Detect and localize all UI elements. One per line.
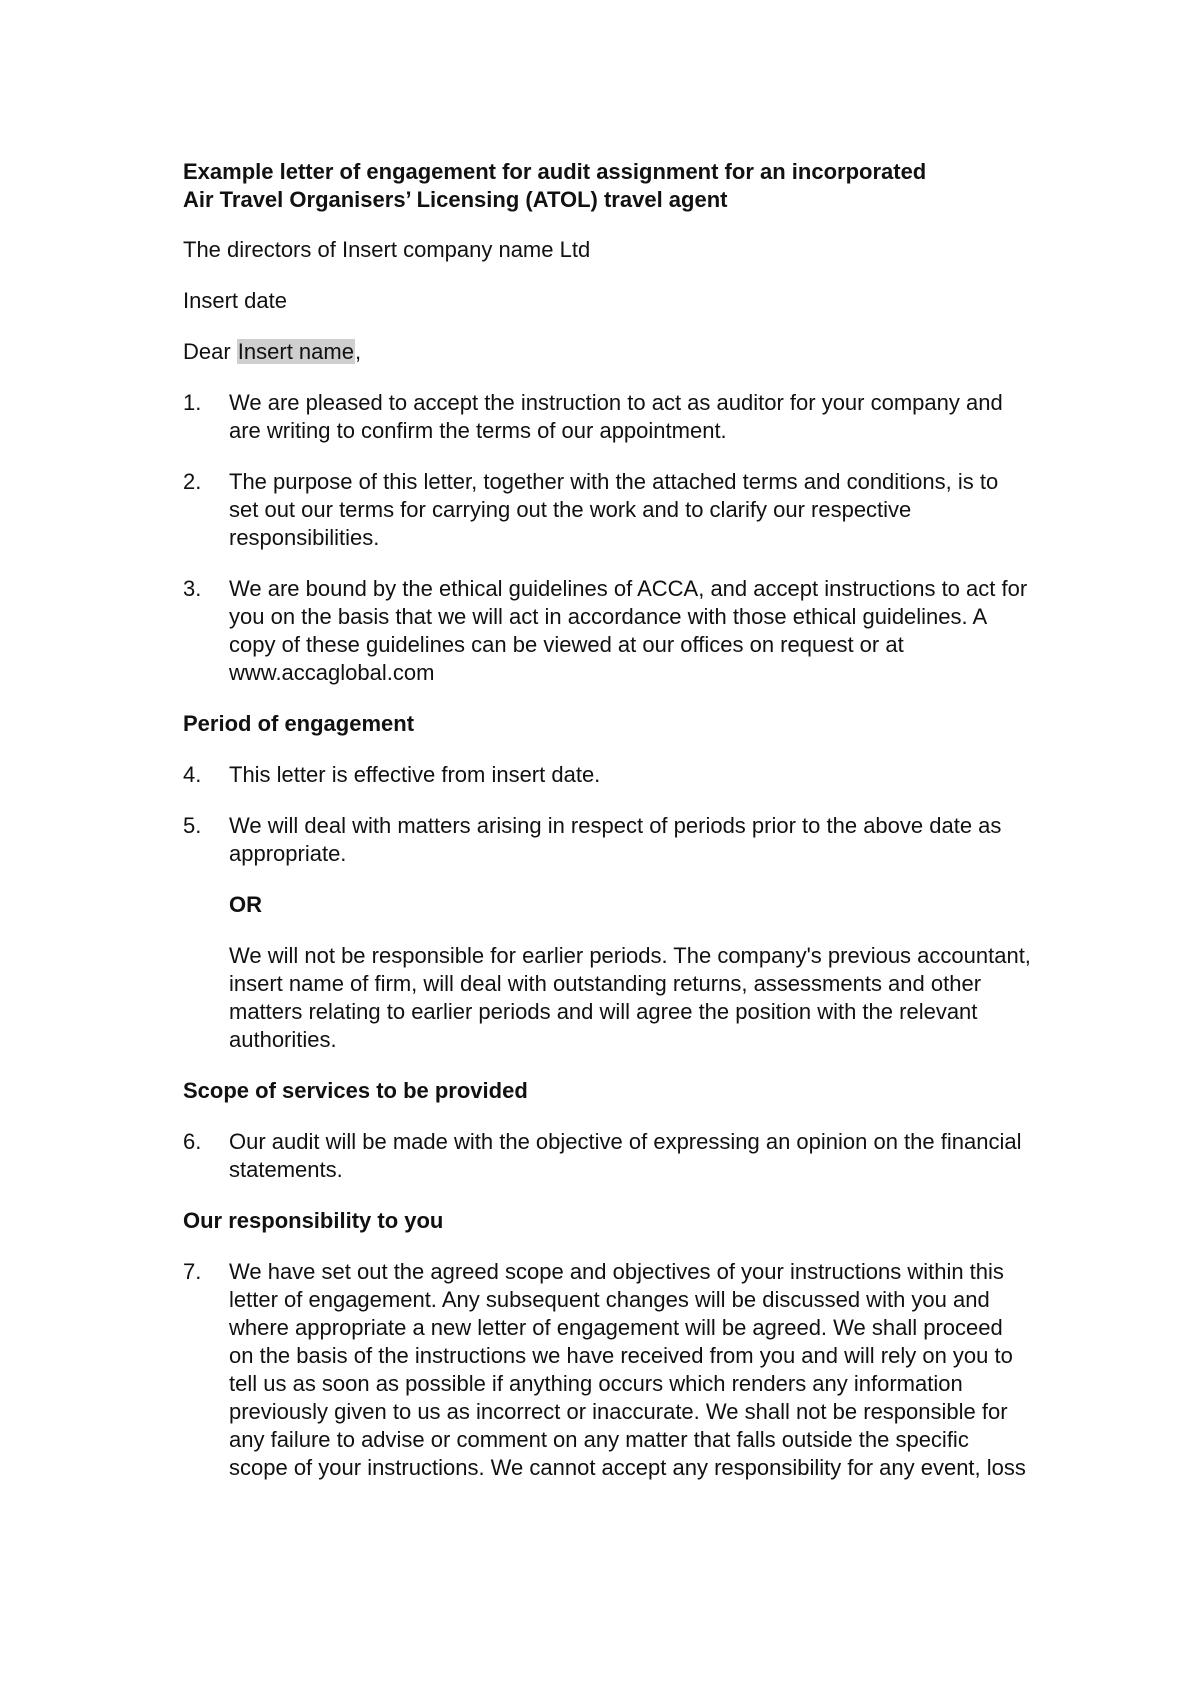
numbered-paragraph [183,468,1033,552]
paragraph-text: We will deal with matters arising in respect of periods prior to the above date as appropriate. [229,813,1002,866]
salutation-prefix: Dear [183,339,237,364]
paragraph-text: We are pleased to accept the instruction to act as auditor for your company and are writing to confirm the terms of our appointment. [229,390,1003,443]
paragraph-number: 2. [183,469,202,494]
numbered-paragraph [183,812,1033,868]
or-label: OR [229,892,262,917]
paragraph-number: 3. [183,576,202,601]
section-heading-period: Period of engagement [183,711,415,736]
salutation [183,338,1033,366]
document-title [183,158,1033,214]
paragraph-text: This letter is effective from insert date. [229,762,601,787]
section-heading-responsibility: Our responsibility to you [183,1208,444,1233]
numbered-paragraph [183,389,1033,445]
paragraph-number: 6. [183,1129,202,1154]
paragraph-number: 7. [183,1259,202,1284]
addressee: The directors of Insert company name Ltd [183,237,591,262]
paragraph-text: The purpose of this letter, together with the attached terms and conditions, is to set out our terms for carrying out the work and to clarify our respective responsibilities. [229,469,999,550]
numbered-paragraph [183,575,1033,687]
alternative-paragraph: We will not be responsible for earlier periods. The company's previous accountant, insert name of firm, will deal with outstanding returns, assessments and other matters relating to earlier periods and will agree the position with the relevant authorities. [229,943,1031,1052]
paragraph-text: We have set out the agreed scope and objectives of your instructions within this letter of engagement. Any subsequent changes will be discussed with you and where appropriate a new letter of engagement will be agreed. We shall proceed on the basis of the instructions we have received from you and will rely on you to tell us as soon as possible if anything occurs which renders any information previously given to us as incorrect or inaccurate. We shall not be responsible for any failure to advise or comment on any matter that falls outside the specific scope of your instructions. We cannot accept any responsibility for any event, loss [229,1259,1026,1480]
section-heading-scope: Scope of services to be provided [183,1078,528,1103]
title-line-1: Example letter of engagement for audit assignment for an incorporated [183,159,927,184]
paragraph-number: 5. [183,813,202,838]
paragraph-number: 4. [183,762,202,787]
salutation-suffix: , [354,339,362,364]
salutation-name-field[interactable]: Insert name [237,339,354,364]
document-body [183,158,1033,1505]
letter-date: Insert date [183,288,287,313]
numbered-paragraph [183,1258,1033,1482]
paragraph-number: 1. [183,390,202,415]
numbered-paragraph [183,761,1033,789]
paragraph-text: Our audit will be made with the objective of expressing an opinion on the financial statements. [229,1129,1022,1182]
numbered-paragraph [183,1128,1033,1184]
title-line-2: Air Travel Organisers’ Licensing (ATOL) travel agent [183,187,728,212]
paragraph-text: We are bound by the ethical guidelines of ACCA, and accept instructions to act for you on the basis that we will act in accordance with those ethical guidelines. A copy of these guidelines can be viewed at our offices on request or at www.accaglobal.com [229,576,1028,685]
